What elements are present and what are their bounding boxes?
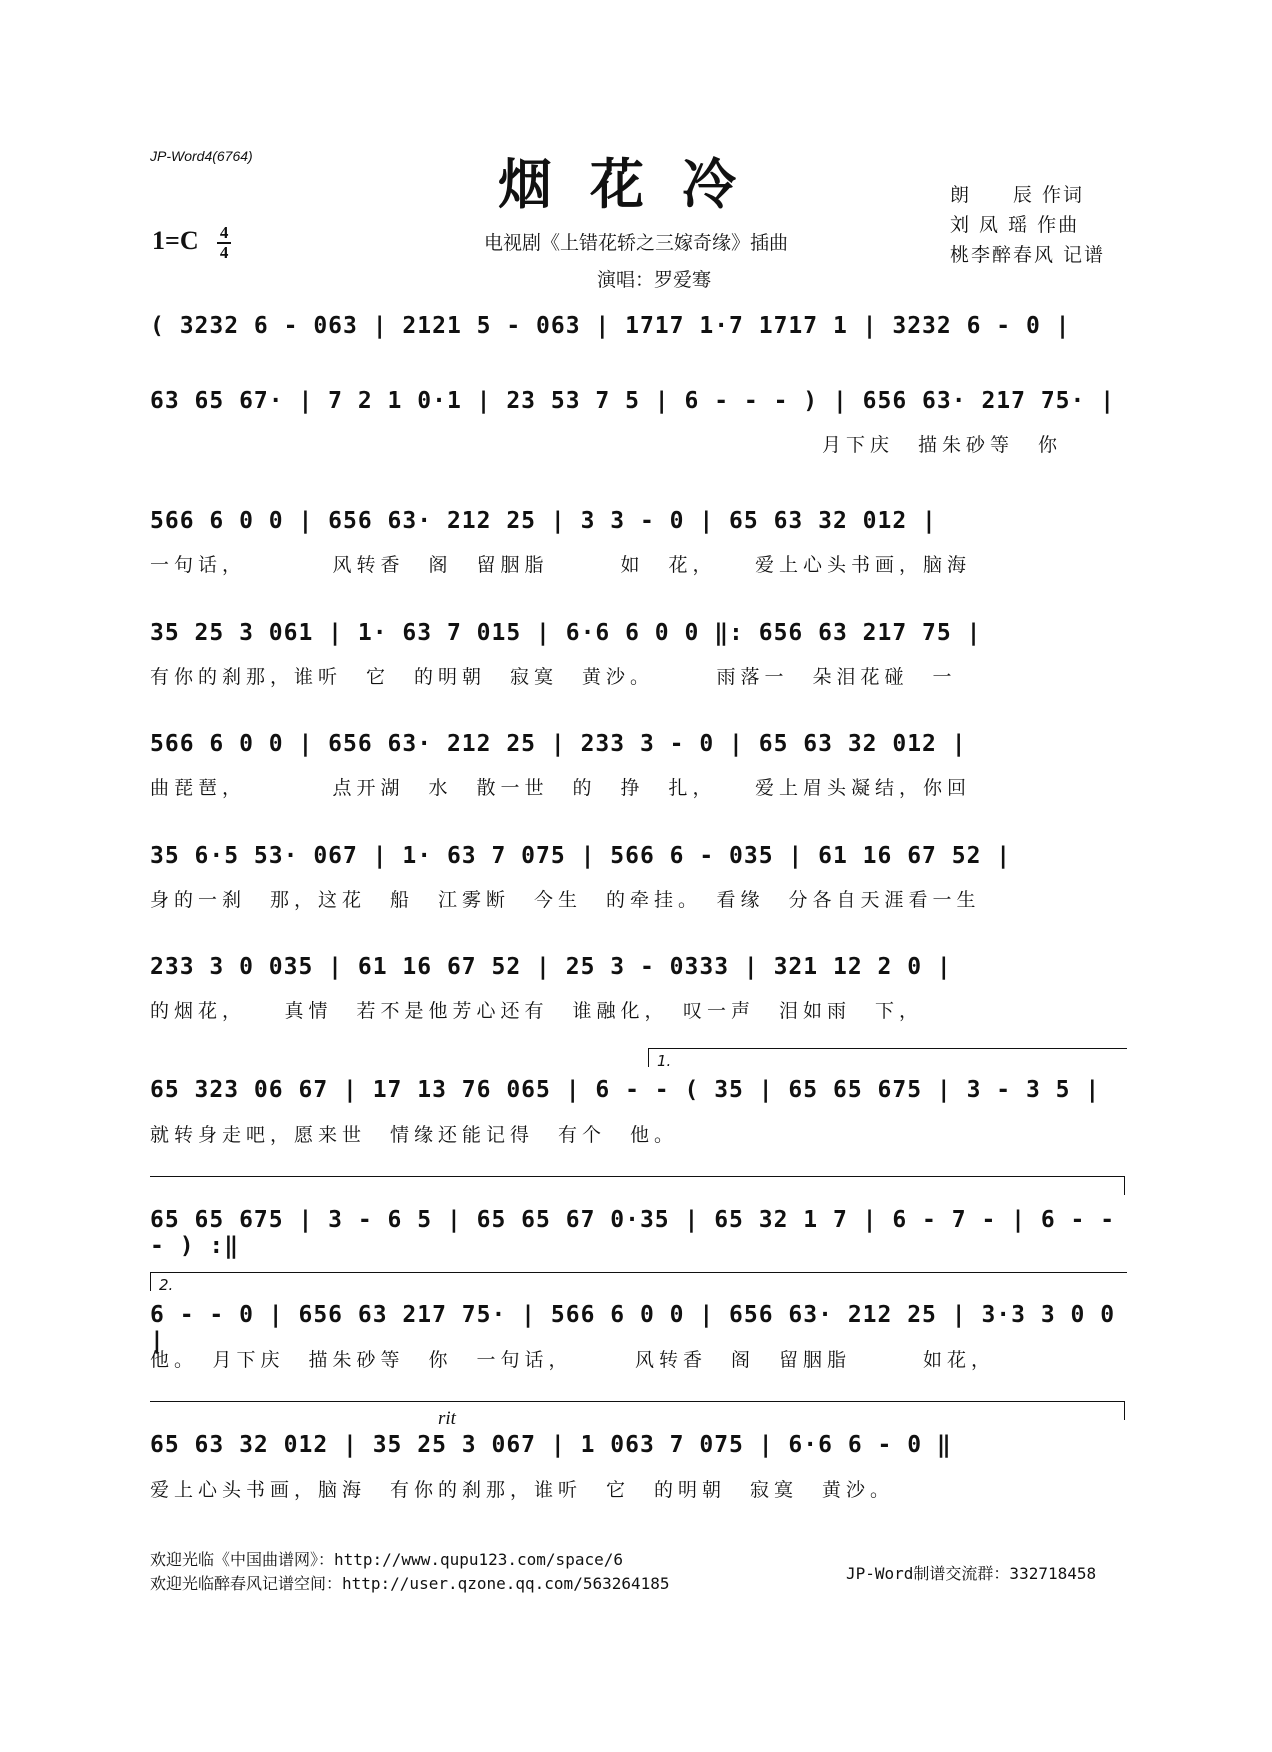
volta-1-label: 1.: [657, 1052, 672, 1070]
score-line-11-lyrics: 爱上心头书画，脑海 有你的刹那，谁听 它 的明朝 寂寞 黄沙。: [150, 1479, 895, 1501]
song-title: 烟花冷: [498, 152, 774, 216]
score-line-8-lyrics: 就转身走吧，愿来世 情缘还能记得 有个 他。: [150, 1124, 679, 1146]
singer: 演唱：罗爱骞: [596, 269, 711, 291]
subtitle: 电视剧《上错花轿之三嫁奇缘》插曲: [483, 232, 788, 254]
score-line-11-notes: 65 63 32 012 | 35 25 3 067 | 1 063 7 075 | 6·6 6 - 0 ‖: [150, 1432, 952, 1458]
score-line-3-notes: 566 6 0 0 | 656 63· 212 25 | 3 3 - 0 | 65 63 32 012 |: [150, 508, 937, 534]
score-line-5-lyrics: 曲琵琶， 点开湖 水 散一世 的 挣 扎， 爱上眉头凝结，你回: [150, 777, 972, 799]
score-line-10-lyrics: 他。 月下庆 描朱砂等 你 一句话， 风转香 阁 留胭脂 如花，: [150, 1349, 996, 1371]
score-line-3-lyrics: 一句话， 风转香 阁 留胭脂 如 花， 爱上心头书画，脑海: [150, 554, 972, 576]
lyricist: 朗 辰 作词: [950, 184, 1085, 206]
score-line-6-lyrics: 身的一刹 那，这花 船 江雾断 今生 的牵挂。 看缘 分各自天涯看一生: [150, 889, 981, 911]
score-line-7-notes: 233 3 0 035 | 61 16 67 52 | 25 3 - 0333 | 321 12 2 0 |: [150, 954, 952, 980]
transcriber: 桃李醉春风 记谱: [950, 244, 1106, 266]
score-line-9-notes: 65 65 675 | 3 - 6 5 | 65 65 67 0·35 | 65 32 1 7 | 6 - 7 - | 6 - - - ) :‖: [150, 1207, 1116, 1259]
volta-2-continuation: [150, 1401, 1125, 1420]
volta-1-bracket: [648, 1048, 1127, 1070]
footer-group: JP-Word制谱交流群：332718458: [846, 1564, 1097, 1583]
composer: 刘 凤 瑶 作曲: [950, 214, 1080, 236]
ritardando-mark: rit: [438, 1408, 456, 1429]
time-sig-top: 4: [219, 223, 229, 242]
volta-1-continuation: [150, 1176, 1125, 1195]
footer-link-qzone[interactable]: 欢迎光临醉春风记谱空间：http://user.qzone.qq.com/563264185: [150, 1574, 670, 1593]
score-line-4-notes: 35 25 3 061 | 1· 63 7 015 | 6·6 6 0 0 ‖: 656 63 217 75 |: [150, 620, 982, 646]
key-label: 1=C: [152, 225, 199, 255]
footer-links: [150, 1548, 670, 1596]
score-line-4-lyrics: 有你的刹那，谁听 它 的明朝 寂寞 黄沙。 雨落一 朵泪花碰 一: [150, 666, 957, 688]
credits: [950, 180, 1105, 270]
footer-link-qupu[interactable]: 欢迎光临《中国曲谱网》：http://www.qupu123.com/space/6: [150, 1550, 623, 1569]
software-label: JP-Word4(6764): [150, 148, 253, 164]
score-line-1-notes: ( 3232 6 - 063 | 2121 5 - 063 | 1717 1·7 1717 1 | 3232 6 - 0 |: [150, 313, 1071, 339]
score-line-2-lyrics: 月下庆 描朱砂等 你: [822, 434, 1063, 456]
time-sig-bottom: 4: [219, 243, 229, 262]
score-line-8-notes: 65 323 06 67 | 17 13 76 065 | 6 - - ( 35 | 65 65 675 | 3 - 3 5 |: [150, 1077, 1101, 1103]
score-line-5-notes: 566 6 0 0 | 656 63· 212 25 | 233 3 - 0 | 65 63 32 012 |: [150, 731, 967, 757]
score-line-10-notes: 6 - - 0 | 656 63 217 75· | 566 6 0 0 | 656 63· 212 25 | 3·3 3 0 0 |: [150, 1302, 1116, 1354]
volta-2-label: 2.: [159, 1276, 174, 1294]
score-line-7-lyrics: 的烟花， 真情 若不是他芳心还有 谁融化， 叹一声 泪如雨 下，: [150, 1000, 924, 1022]
score-line-6-notes: 35 6·5 53· 067 | 1· 63 7 075 | 566 6 - 035 | 61 16 67 52 |: [150, 843, 1012, 869]
score-line-2-notes: 63 65 67· | 7 2 1 0·1 | 23 53 7 5 | 6 - - - ) | 656 63· 217 75· |: [150, 388, 1116, 414]
volta-2-bracket: [150, 1272, 1127, 1294]
